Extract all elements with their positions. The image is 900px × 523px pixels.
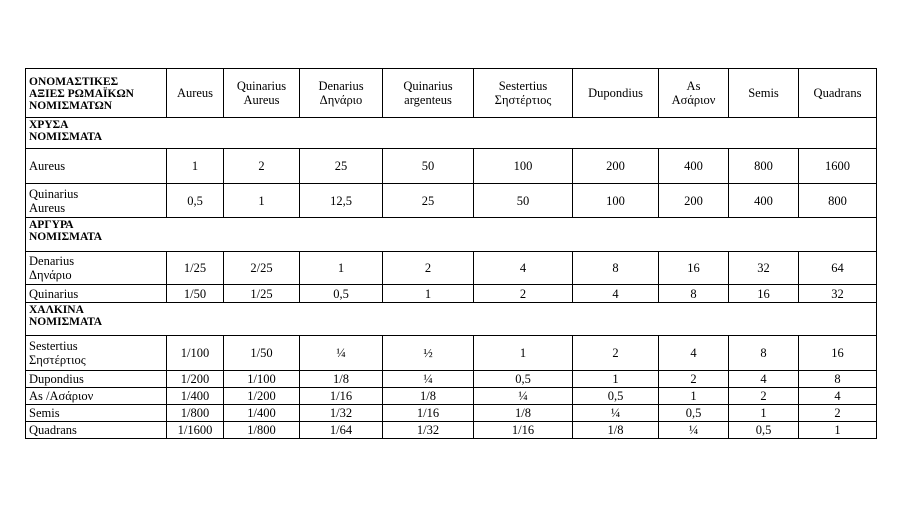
value-cell: ¼ [573, 405, 659, 422]
value-cell: ¼ [383, 371, 474, 388]
value-cell: 0,5 [659, 405, 729, 422]
column-header-text: Semis [748, 86, 779, 100]
value-cell: 2/25 [224, 252, 300, 285]
value-cell: 0,5 [729, 422, 799, 439]
value-cell: ¼ [300, 336, 383, 371]
section-title [26, 118, 877, 149]
value-cell: 1/800 [224, 422, 300, 439]
value-cell: 50 [383, 149, 474, 184]
section-title-line: ΑΡΓΥΡΑ [29, 219, 74, 231]
value-cell: 1 [729, 405, 799, 422]
column-header-quinarius-aureus [224, 69, 300, 118]
table-row [26, 336, 877, 371]
value-cell: 32 [799, 285, 877, 303]
row-header-line: Aureus [29, 200, 66, 215]
value-cell: 16 [729, 285, 799, 303]
value-cell: 0,5 [167, 184, 224, 218]
section-title-line: ΝΟΜΙΣΜΑΤΑ [29, 316, 102, 328]
value-cell: 12,5 [300, 184, 383, 218]
value-cell: 4 [659, 336, 729, 371]
table-row [26, 184, 877, 218]
value-cell: 8 [729, 336, 799, 371]
column-header-text: Δηνάριο [319, 93, 363, 107]
row-header-line: Quinarius [29, 186, 79, 201]
value-cell: 64 [799, 252, 877, 285]
value-cell: 1 [300, 252, 383, 285]
row-header-line: Aureus [29, 159, 66, 173]
value-cell: 1 [659, 388, 729, 405]
value-cell: 1/400 [167, 388, 224, 405]
column-header-semis [729, 69, 799, 118]
value-cell: 4 [573, 285, 659, 303]
corner-header-line: ΟΝΟΜΑΣΤΙΚΕΣ [29, 76, 119, 88]
value-cell: 1/16 [474, 422, 573, 439]
value-cell: 2 [799, 405, 877, 422]
table-row [26, 371, 877, 388]
value-cell: 800 [799, 184, 877, 218]
column-header-as [659, 69, 729, 118]
column-header-denarius [300, 69, 383, 118]
value-cell: 1/64 [300, 422, 383, 439]
column-header-quadrans [799, 69, 877, 118]
value-cell: 4 [799, 388, 877, 405]
column-header-sestertius [474, 69, 573, 118]
value-cell: 25 [383, 184, 474, 218]
section-title-line: ΧΑΛΚΙΝΑ [29, 304, 84, 316]
value-cell: 2 [224, 149, 300, 184]
table-row [26, 285, 877, 303]
value-cell: 200 [573, 149, 659, 184]
value-cell: 1/50 [167, 285, 224, 303]
value-cell: 0,5 [474, 371, 573, 388]
value-cell: 1/100 [167, 336, 224, 371]
column-header-text: Quadrans [813, 86, 862, 100]
column-header-text: Ασάριον [671, 93, 716, 107]
table-row [26, 405, 877, 422]
value-cell: 2 [729, 388, 799, 405]
row-header-line: Sestertius [29, 339, 78, 353]
section-title-line: ΝΟΜΙΣΜΑΤΑ [29, 131, 102, 143]
value-cell: 100 [474, 149, 573, 184]
value-cell: 1/32 [383, 422, 474, 439]
value-cell: 200 [659, 184, 729, 218]
value-cell: 1 [799, 422, 877, 439]
table-row [26, 252, 877, 285]
value-cell: 1 [474, 336, 573, 371]
value-cell: 8 [573, 252, 659, 285]
column-header-text: Aureus [243, 93, 280, 107]
column-header-text: Quinarius [403, 79, 453, 93]
column-header-text: Quinarius [236, 79, 287, 93]
section-header-row [26, 218, 877, 252]
value-cell: 8 [799, 371, 877, 388]
column-header-dupondius [573, 69, 659, 118]
row-header [26, 184, 167, 218]
row-header-line: Dupondius [29, 372, 84, 386]
value-cell: 1 [167, 149, 224, 184]
column-header-text: argenteus [404, 93, 452, 107]
column-header-text: Aureus [176, 86, 214, 100]
value-cell: 1/8 [383, 388, 474, 405]
column-header-text: As [686, 79, 701, 93]
column-header-aureus [167, 69, 224, 118]
value-cell: 16 [799, 336, 877, 371]
value-cell: 1/25 [224, 285, 300, 303]
column-header-text: Σηστέρτιος [494, 93, 552, 107]
value-cell: 50 [474, 184, 573, 218]
row-header [26, 388, 167, 405]
column-header-quinarius-argenteus [383, 69, 474, 118]
column-header-text: Dupondius [588, 86, 643, 100]
roman-coin-values-table [25, 68, 877, 439]
value-cell: 2 [383, 252, 474, 285]
value-cell: 16 [659, 252, 729, 285]
value-cell: 1/800 [167, 405, 224, 422]
value-cell: 1/16 [383, 405, 474, 422]
table-row [26, 422, 877, 439]
row-header-line: As /Ασάριον [29, 389, 94, 403]
value-cell: 1/8 [474, 405, 573, 422]
table-row [26, 388, 877, 405]
value-cell: 1/200 [224, 388, 300, 405]
value-cell: 1 [224, 184, 300, 218]
section-title-line: ΧΡΥΣΑ [29, 119, 69, 131]
section-title [26, 218, 877, 252]
row-header [26, 149, 167, 184]
corner-header-line: ΝΟΜΙΣΜΑΤΩΝ [29, 100, 113, 112]
row-header [26, 252, 167, 285]
value-cell: 25 [300, 149, 383, 184]
table-body [26, 118, 877, 439]
row-header-line: Semis [29, 406, 60, 420]
value-cell: 32 [729, 252, 799, 285]
corner-header-line: ΑΞΙΕΣ ΡΩΜΑΪΚΩΝ [29, 88, 134, 100]
value-cell: 4 [474, 252, 573, 285]
section-header-row [26, 118, 877, 149]
value-cell: 1600 [799, 149, 877, 184]
row-header-line: Denarius [29, 254, 75, 268]
value-cell: 400 [659, 149, 729, 184]
row-header [26, 285, 167, 303]
row-header-line: Δηνάριο [29, 268, 72, 282]
row-header [26, 371, 167, 388]
column-header-text: Sestertius [498, 79, 548, 93]
value-cell: 0,5 [573, 388, 659, 405]
value-cell: 1/32 [300, 405, 383, 422]
header-row [26, 69, 877, 118]
value-cell: 2 [659, 371, 729, 388]
value-cell: 1/200 [167, 371, 224, 388]
value-cell: 8 [659, 285, 729, 303]
row-header-line: Σηστέρτιος [29, 353, 86, 367]
value-cell: 1 [383, 285, 474, 303]
value-cell: 400 [729, 184, 799, 218]
value-cell: 1/25 [167, 252, 224, 285]
value-cell: ¼ [659, 422, 729, 439]
table-row [26, 149, 877, 184]
value-cell: 1/8 [573, 422, 659, 439]
value-cell: 1/16 [300, 388, 383, 405]
value-cell: 1/50 [224, 336, 300, 371]
corner-header [26, 69, 167, 118]
value-cell: 1/400 [224, 405, 300, 422]
row-header [26, 405, 167, 422]
value-cell: 1/100 [224, 371, 300, 388]
section-header-row [26, 303, 877, 336]
value-cell: ½ [383, 336, 474, 371]
value-cell: ¼ [474, 388, 573, 405]
row-header-line: Quadrans [29, 423, 77, 437]
row-header-line: Quinarius [29, 286, 79, 301]
value-cell: 1/1600 [167, 422, 224, 439]
value-cell: 2 [573, 336, 659, 371]
value-cell: 2 [474, 285, 573, 303]
value-cell: 100 [573, 184, 659, 218]
value-cell: 0,5 [300, 285, 383, 303]
row-header [26, 422, 167, 439]
section-title-line: ΝΟΜΙΣΜΑΤΑ [29, 231, 102, 243]
value-cell: 4 [729, 371, 799, 388]
value-cell: 1/8 [300, 371, 383, 388]
section-title [26, 303, 877, 336]
value-cell: 1 [573, 371, 659, 388]
row-header [26, 336, 167, 371]
value-cell: 800 [729, 149, 799, 184]
column-header-text: Denarius [318, 79, 364, 93]
